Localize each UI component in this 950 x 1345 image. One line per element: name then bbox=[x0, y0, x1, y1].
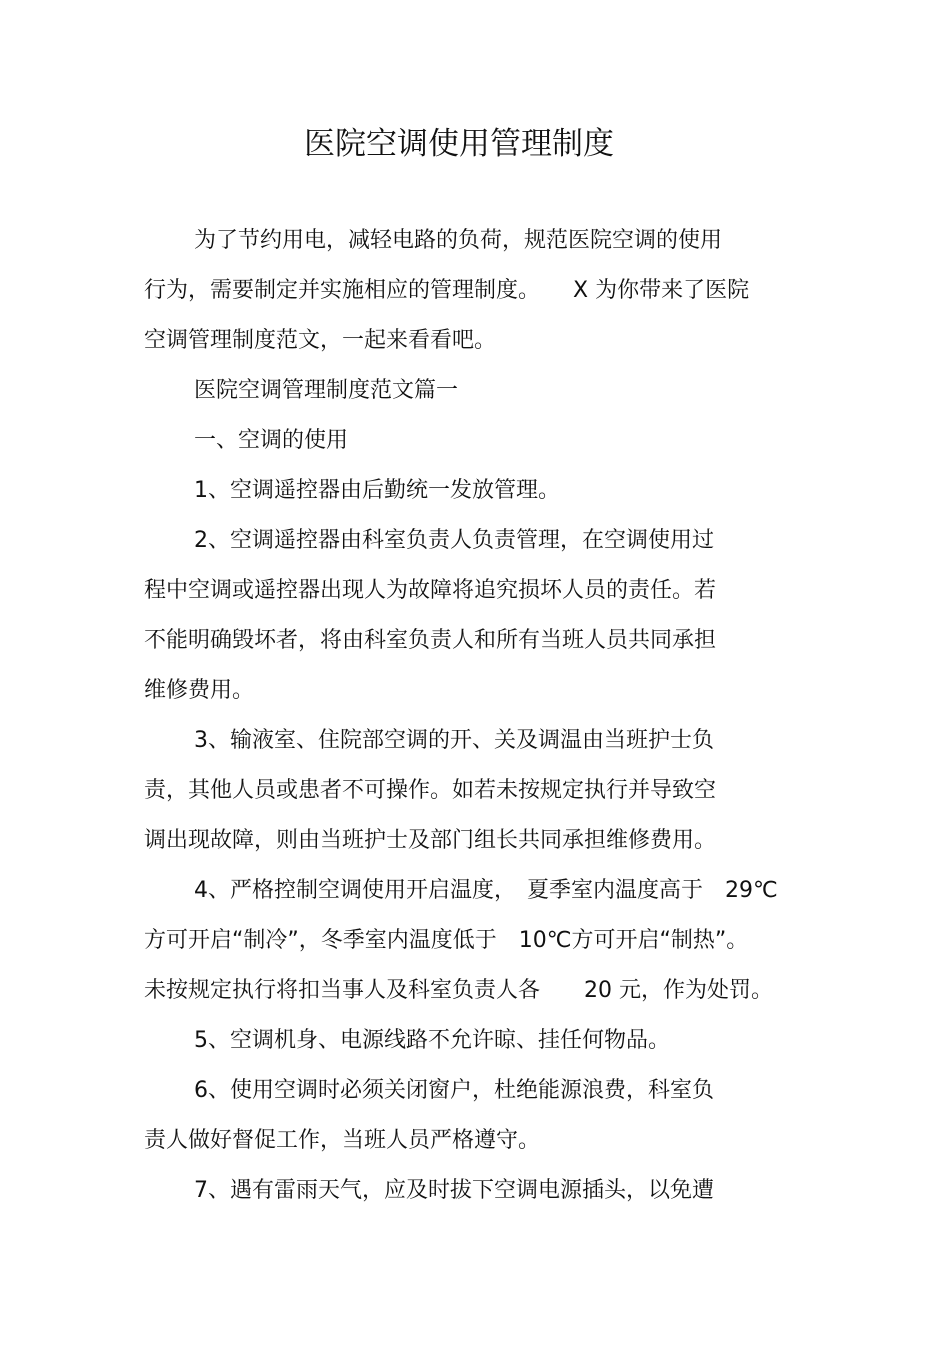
list-item: 3、输液室、住院部空调的开、关及调温由当班护士负 bbox=[194, 728, 714, 753]
paragraph-line: 责人做好督促工作，当班人员严格遵守。 bbox=[144, 1128, 541, 1153]
paragraph-line: 空调管理制度范文，一起来看看吧。 bbox=[144, 328, 497, 353]
paragraph-line: 责，其他人员或患者不可操作。如若未按规定执行并导致空 bbox=[144, 778, 717, 803]
list-item: 6、使用空调时必须关闭窗户，杜绝能源浪费，科室负 bbox=[194, 1078, 714, 1103]
section-heading: 医院空调管理制度范文篇一 bbox=[194, 378, 459, 403]
paragraph-line: 不能明确毁坏者，将由科室负责人和所有当班人员共同承担 bbox=[144, 628, 717, 653]
list-item: 4、严格控制空调使用开启温度， 夏季室内温度高于 29℃ bbox=[194, 878, 778, 903]
paragraph-line: 为了节约用电，减轻电路的负荷，规范医院空调的使用 bbox=[194, 228, 723, 253]
paragraph-line: 未按规定执行将扣当事人及科室负责人各 20 元，作为处罚。 bbox=[144, 978, 773, 1003]
paragraph-line: 维修费用。 bbox=[144, 678, 255, 703]
list-item: 1、空调遥控器由后勤统一发放管理。 bbox=[194, 478, 560, 503]
list-item: 7、遇有雷雨天气，应及时拔下空调电源插头，以免遭 bbox=[194, 1178, 714, 1203]
subsection-heading: 一、空调的使用 bbox=[194, 428, 349, 453]
paragraph-line: 方可开启“制冷”，冬季室内温度低于 10℃方可开启“制热”。 bbox=[144, 928, 749, 953]
paragraph-line: 调出现故障，则由当班护士及部门组长共同承担维修费用。 bbox=[144, 828, 717, 853]
document-title: 医院空调使用管理制度 bbox=[304, 126, 614, 162]
list-item: 2、空调遥控器由科室负责人负责管理，在空调使用过 bbox=[194, 528, 714, 553]
paragraph-line: 程中空调或遥控器出现人为故障将追究损坏人员的责任。若 bbox=[144, 578, 717, 603]
paragraph-line: 行为，需要制定并实施相应的管理制度。 X 为你带来了医院 bbox=[144, 278, 750, 303]
list-item: 5、空调机身、电源线路不允许晾、挂任何物品。 bbox=[194, 1028, 670, 1053]
